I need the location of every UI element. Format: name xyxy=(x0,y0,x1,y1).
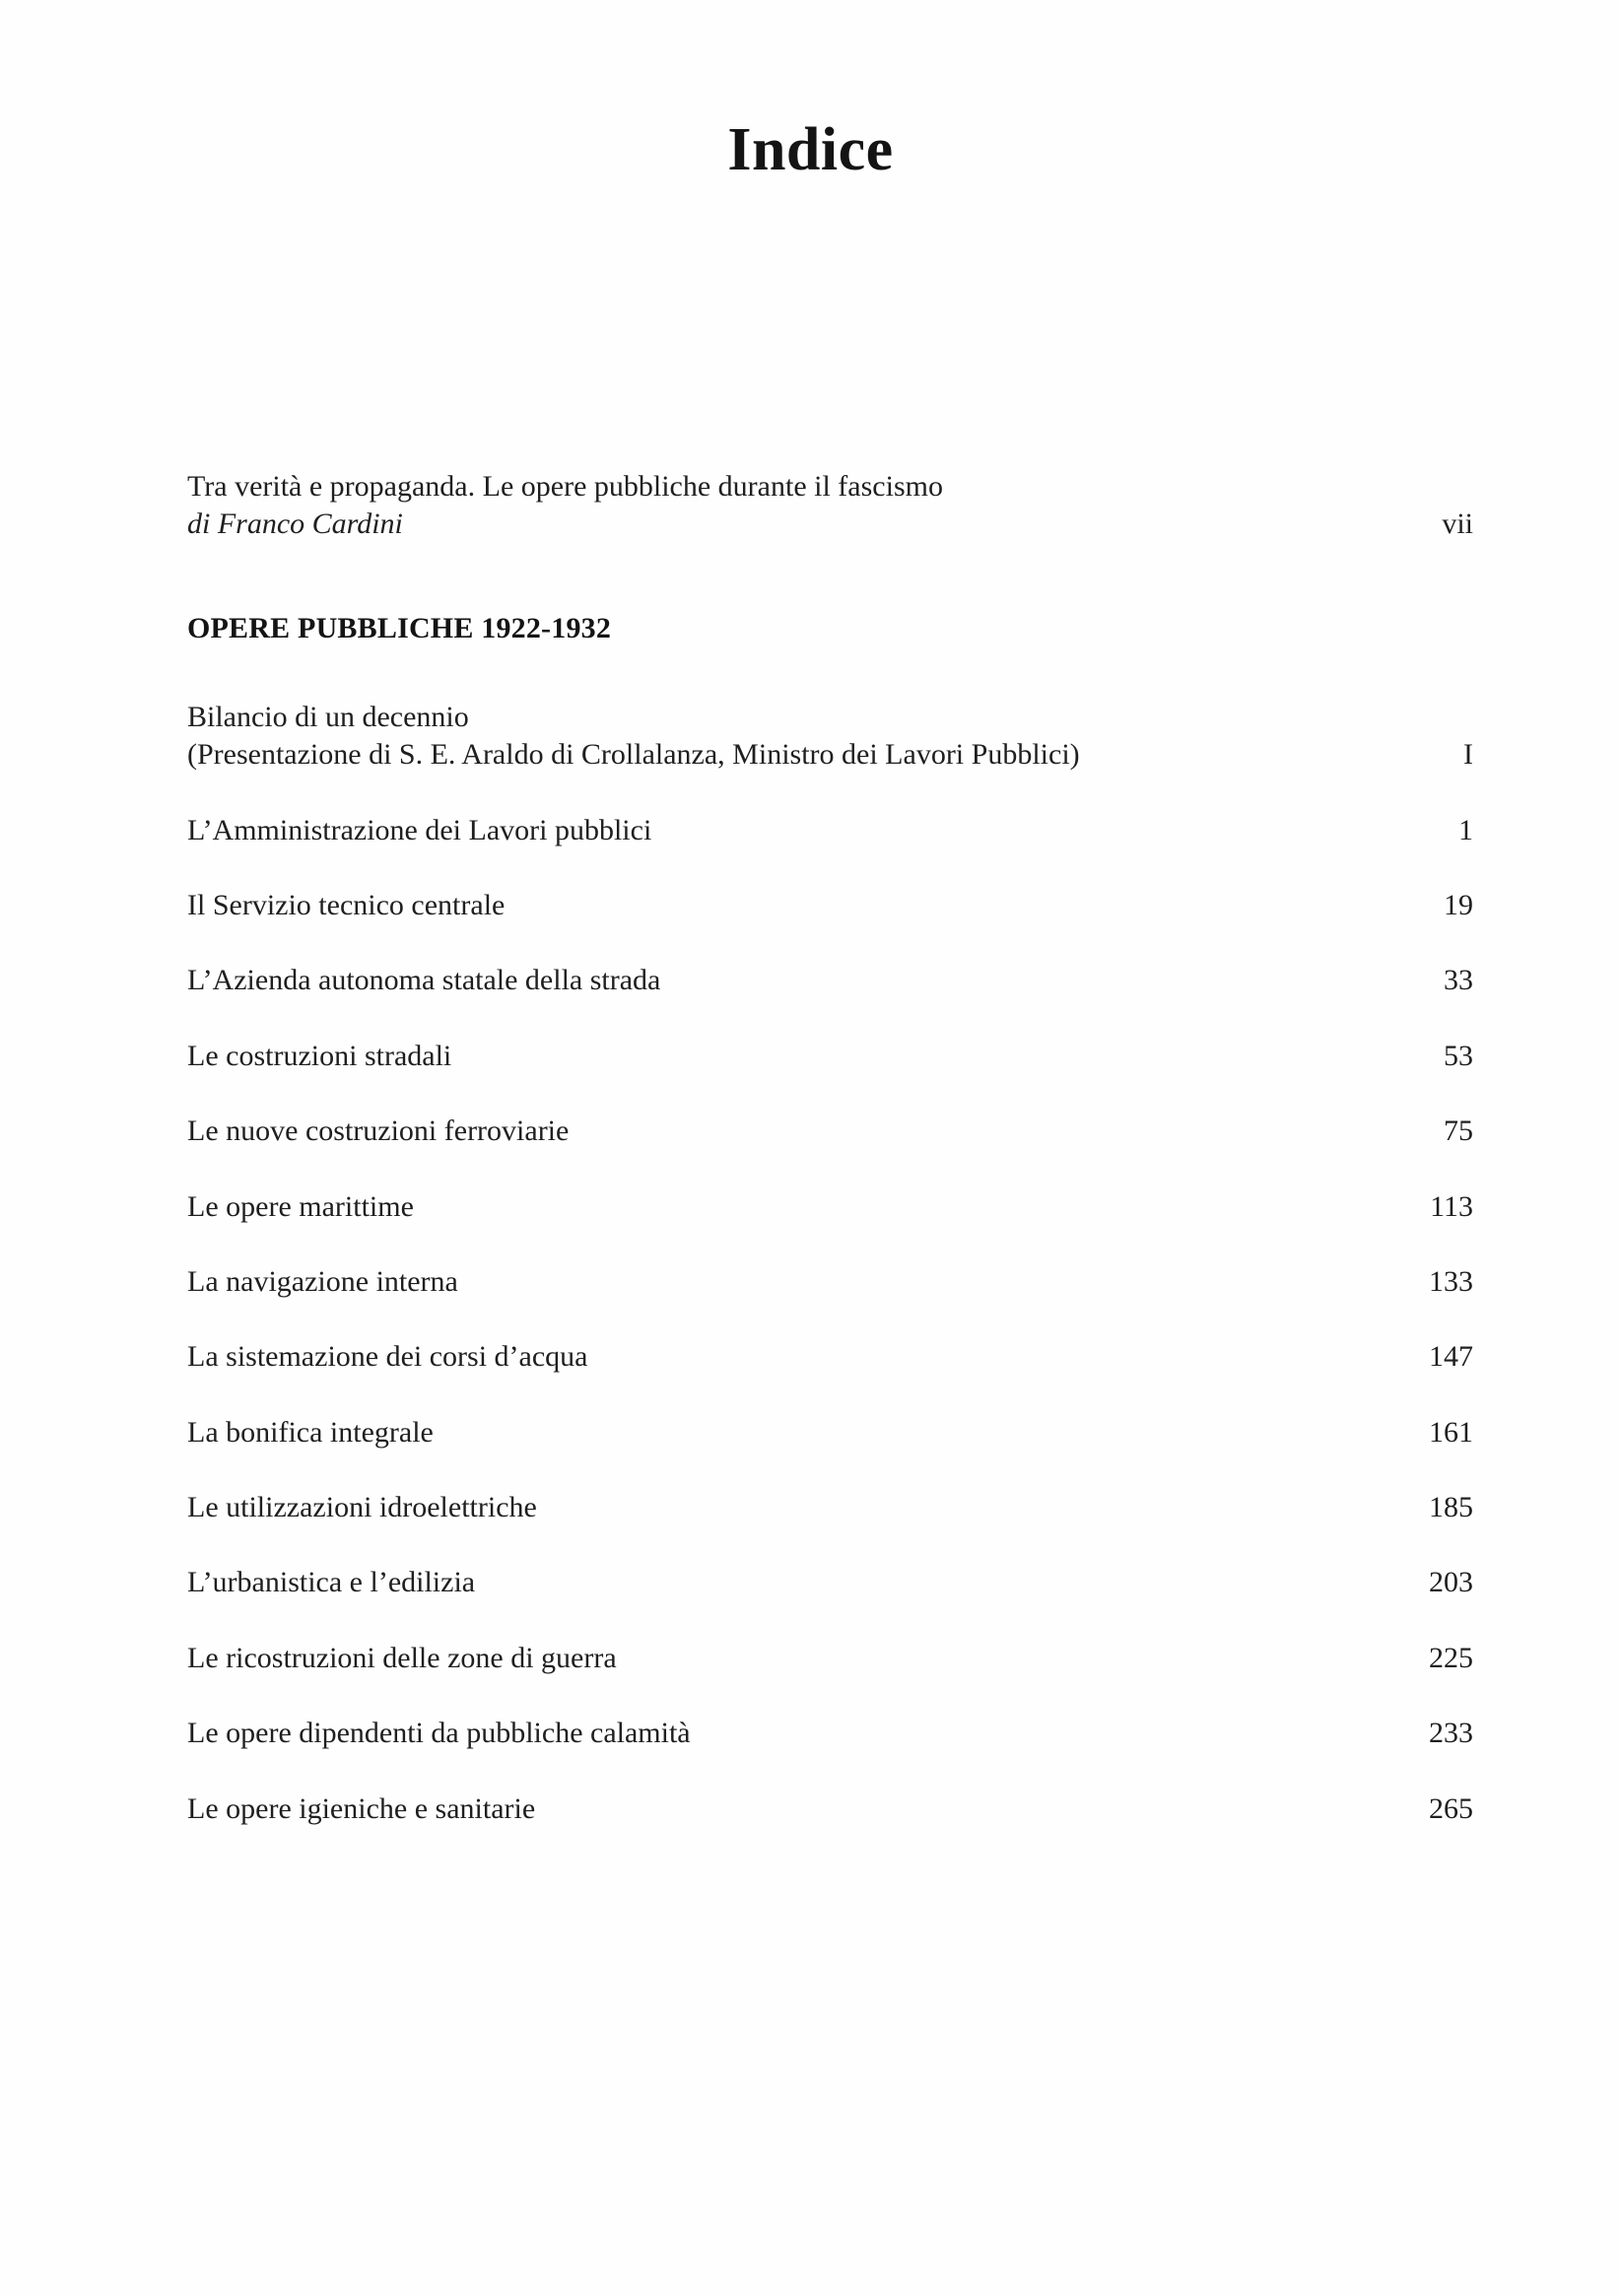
toc-entry-title: L’urbanistica e l’edilizia xyxy=(187,1566,476,1599)
toc-entry-page-number: 147 xyxy=(1429,1340,1473,1374)
toc-entry-page-number: 1 xyxy=(1458,813,1473,846)
toc-entry-title: Il Servizio tecnico centrale xyxy=(187,888,506,921)
toc-entry-title: Le opere dipendenti da pubbliche calamità xyxy=(187,1717,691,1750)
toc-simple-entries xyxy=(187,812,1473,1828)
toc-entry-labels xyxy=(187,887,1355,924)
toc-entry[interactable] xyxy=(187,1640,1473,1677)
toc-entry-page-number: 185 xyxy=(1429,1491,1473,1524)
toc-entry[interactable] xyxy=(187,1715,1473,1752)
toc-entry-title: L’Amministrazione dei Lavori pubblici xyxy=(187,813,652,846)
toc-entry-title: L’Azienda autonoma statale della strada xyxy=(187,964,661,997)
toc-entry-presentation[interactable] xyxy=(187,699,1473,775)
toc-entry-labels xyxy=(187,1038,1355,1075)
toc-entry-title: Le nuove costruzioni ferroviarie xyxy=(187,1114,570,1148)
toc-entry-labels xyxy=(187,1263,1355,1301)
toc-entry-page-number: 53 xyxy=(1444,1039,1473,1072)
toc-entry-page-number: 133 xyxy=(1429,1264,1473,1298)
toc-entry-labels xyxy=(187,1414,1355,1452)
toc-entry-labels xyxy=(187,1188,1355,1226)
toc-entry-labels xyxy=(187,1790,1355,1828)
toc-entry-labels xyxy=(187,1564,1355,1601)
toc-entry[interactable] xyxy=(187,1038,1473,1075)
toc-entry-labels xyxy=(187,468,1355,544)
toc-entry[interactable] xyxy=(187,887,1473,924)
presentation-title: Bilancio di un decennio xyxy=(187,700,469,733)
toc-entry-title: La bonifica integrale xyxy=(187,1415,434,1449)
toc-entry[interactable] xyxy=(187,1790,1473,1828)
toc-entry-labels xyxy=(187,1113,1355,1150)
presentation-subtitle: (Presentazione di S. E. Araldo di Crollalanza, Ministro dei Lavori Pubblici) xyxy=(187,738,1080,772)
toc-entry-list xyxy=(187,468,1473,1828)
section-heading-opere-pubbliche: OPERE PUBBLICHE 1922-1932 xyxy=(187,611,612,644)
toc-entry[interactable] xyxy=(187,1489,1473,1526)
toc-entry-page-number: 161 xyxy=(1429,1415,1473,1449)
toc-entry-page-number: 225 xyxy=(1429,1641,1473,1674)
toc-entry[interactable] xyxy=(187,1564,1473,1601)
toc-entry[interactable] xyxy=(187,1263,1473,1301)
toc-entry[interactable] xyxy=(187,962,1473,999)
toc-entry[interactable] xyxy=(187,812,1473,849)
toc-entry-page-number: 33 xyxy=(1444,964,1473,997)
toc-entry-page-number: 203 xyxy=(1429,1566,1473,1599)
toc-entry-labels xyxy=(187,1640,1355,1677)
toc-entry[interactable] xyxy=(187,1414,1473,1452)
foreword-author: di Franco Cardini xyxy=(187,507,403,541)
toc-entry[interactable] xyxy=(187,1188,1473,1226)
toc-entry-title: La sistemazione dei corsi d’acqua xyxy=(187,1340,588,1374)
toc-entry-page-number: 75 xyxy=(1444,1114,1473,1148)
toc-entry-title: Le utilizzazioni idroelettriche xyxy=(187,1491,537,1524)
toc-entry-title: Le ricostruzioni delle zone di guerra xyxy=(187,1641,617,1674)
toc-entry-labels xyxy=(187,962,1355,999)
toc-entry-labels xyxy=(187,1338,1355,1376)
presentation-page-number: I xyxy=(1463,738,1473,772)
toc-entry-page-number: 19 xyxy=(1444,888,1473,921)
foreword-title: Tra verità e propaganda. Le opere pubbliche durante il fascismo xyxy=(187,470,943,503)
toc-entry-title: Le opere marittime xyxy=(187,1189,414,1223)
page-title: Indice xyxy=(727,116,894,183)
toc-entry-page-number: 233 xyxy=(1429,1717,1473,1750)
toc-entry-title: La navigazione interna xyxy=(187,1264,458,1298)
toc-entry-page-number: 265 xyxy=(1429,1791,1473,1825)
toc-entry-title: Le opere igieniche e sanitarie xyxy=(187,1791,536,1825)
toc-entry[interactable] xyxy=(187,1113,1473,1150)
toc-entry-labels xyxy=(187,1715,1355,1752)
toc-entry-foreword[interactable] xyxy=(187,468,1473,544)
toc-entry-page-number: 113 xyxy=(1430,1189,1473,1223)
toc-entry[interactable] xyxy=(187,1338,1473,1376)
toc-entry-labels xyxy=(187,812,1355,849)
toc-entry-labels xyxy=(187,1489,1355,1526)
foreword-page-number: vii xyxy=(1442,507,1473,541)
toc-entry-title: Le costruzioni stradali xyxy=(187,1039,452,1072)
toc-entry-labels xyxy=(187,699,1355,775)
